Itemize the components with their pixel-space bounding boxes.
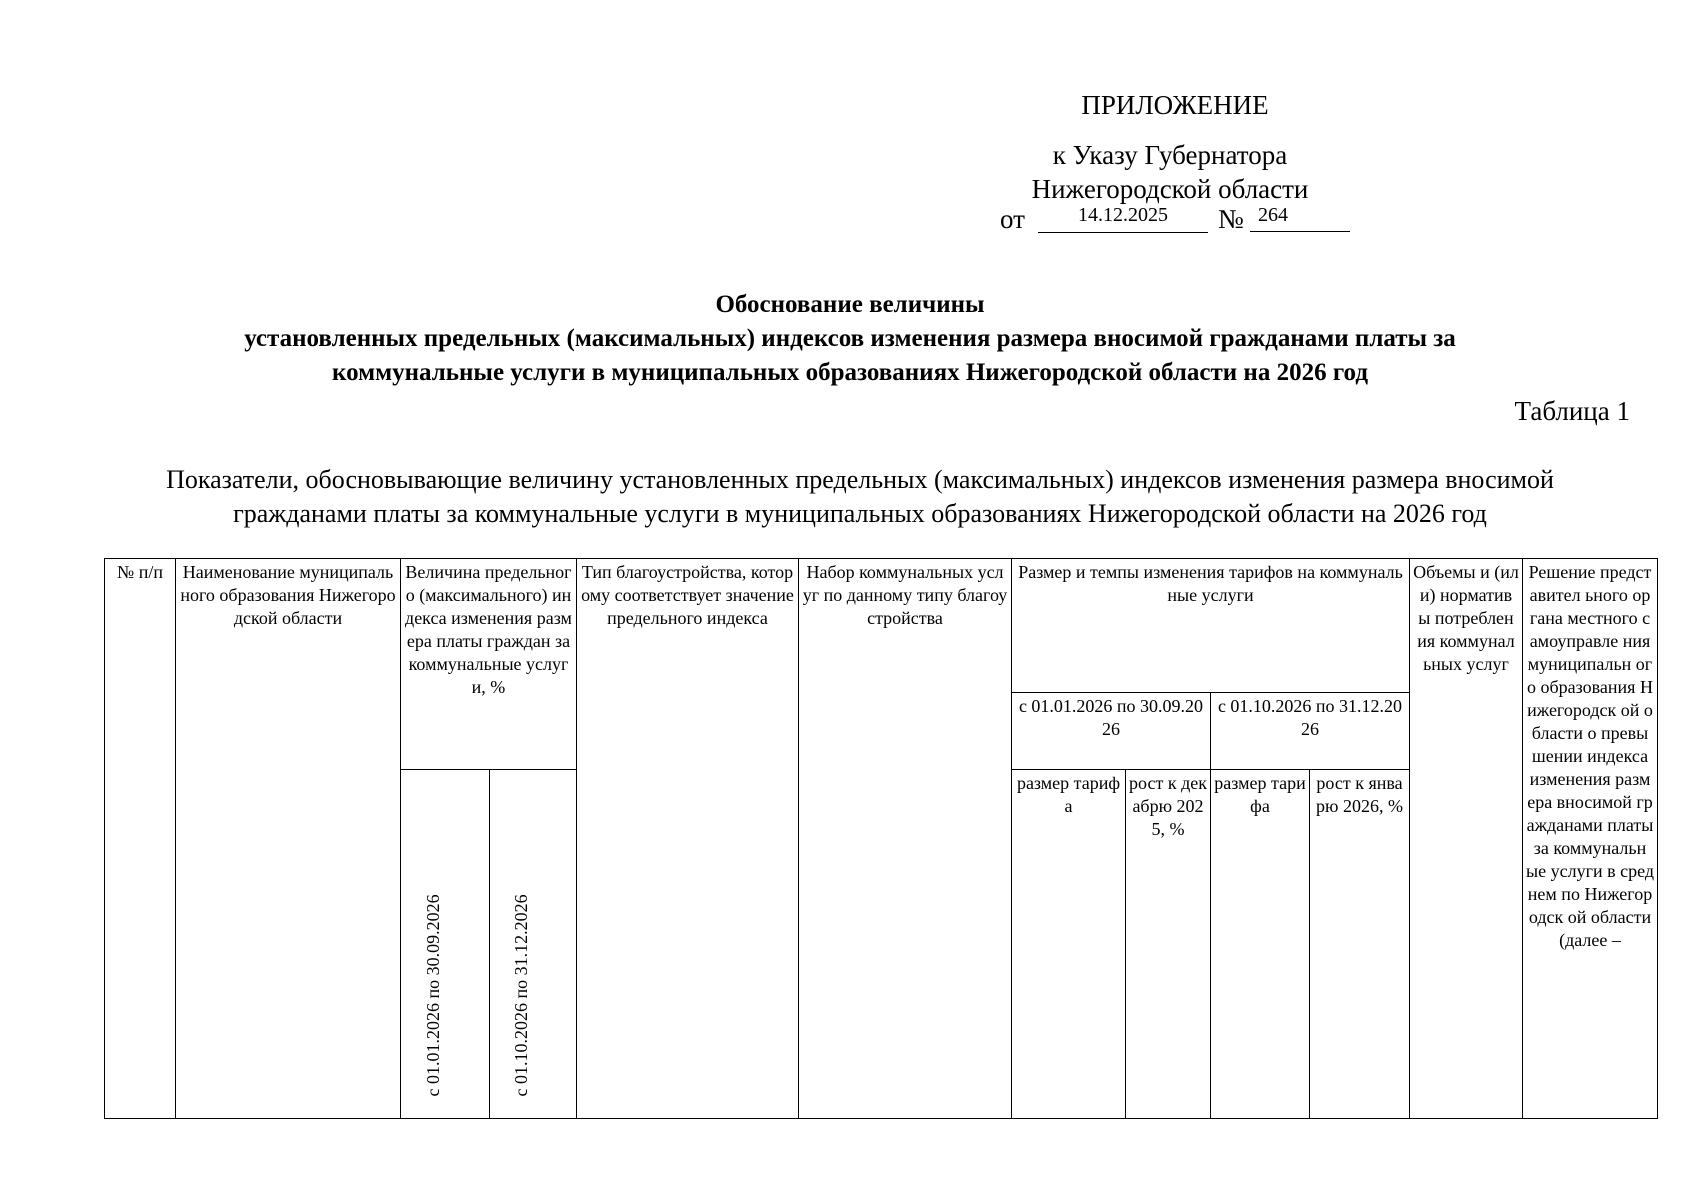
header-services-set: Набор коммунальных услуг по данному типу благоустройства (799, 559, 1012, 1119)
header-index-period-1 (401, 770, 490, 1119)
heading-line2: установленных предельных (максимальных) индексов изменения размера вносимой гражданами платы за (244, 325, 1456, 352)
decree-date: 14.12.2025 (1038, 204, 1208, 233)
header-municipality: Наименование муниципального образования Нижегородской области (176, 559, 401, 1119)
header-growth-january: рост к январю 2026, % (1310, 770, 1410, 1119)
table-caption (80, 463, 1640, 531)
heading-line3: коммунальные услуги в муниципальных образованиях Нижегородской области на 2026 год (332, 359, 1368, 386)
heading-line1: Обоснование величины (715, 291, 985, 318)
header-tariff-size-1: размер тарифа (1012, 770, 1126, 1119)
decree-reference-line2: Нижегородской области (1031, 174, 1309, 204)
header-improvement-type: Тип благоустройства, которому соответствует значение предельного индекса (577, 559, 799, 1119)
decree-reference (1000, 138, 1340, 206)
header-tariff-size-2: размер тарифа (1211, 770, 1310, 1119)
document-heading (100, 288, 1600, 390)
indicators-table (104, 558, 1658, 1119)
appendix-title: ПРИЛОЖЕНИЕ (1081, 90, 1269, 120)
header-tariffs: Размер и темпы изменения тарифов на коммунальные услуги (1012, 559, 1410, 693)
header-period-1: с 01.01.2026 по 30.09.2026 (1012, 693, 1211, 770)
number-label: № (1218, 204, 1244, 234)
header-growth-december: рост к декабрю 2025, % (1126, 770, 1211, 1119)
header-index-period-2 (490, 770, 577, 1119)
caption-line2: гражданами платы за коммунальные услуги в муниципальных образованиях Нижегородской области на 2026 год (233, 499, 1487, 528)
header-decision: Решение представител ьного органа местного самоуправле ния муниципальн ого образования Нижегородск ой области о превышении индекса изменения размера вносимой гражданами платы за коммунальн ые услуги в среднем по Нижегородск ой области (далее – (1523, 559, 1658, 1119)
table-number-label: Таблица 1 (1514, 396, 1630, 426)
from-label: от (1000, 204, 1025, 234)
index-period-2-label: с 01.10.2026 по 31.12.2026 (511, 894, 531, 1097)
decree-reference-line1: к Указу Губернатора (1052, 140, 1288, 170)
header-index: Величина предельного (максимального) индекса изменения размера платы граждан за коммунальные услуги, % (401, 559, 577, 770)
header-num: № п/п (105, 559, 176, 1119)
index-period-1-label: с 01.01.2026 по 30.09.2026 (423, 894, 443, 1097)
header-volumes: Объемы и (или) норматив ы потреблен ия коммунал ьных услуг (1410, 559, 1523, 1119)
header-period-2: с 01.10.2026 по 31.12.2026 (1211, 693, 1410, 770)
caption-line1: Показатели, обосновывающие величину установленных предельных (максимальных) индексов изменения размера вносимой (166, 465, 1554, 494)
decree-date-number (1000, 204, 1360, 238)
decree-number: 264 (1250, 204, 1350, 232)
